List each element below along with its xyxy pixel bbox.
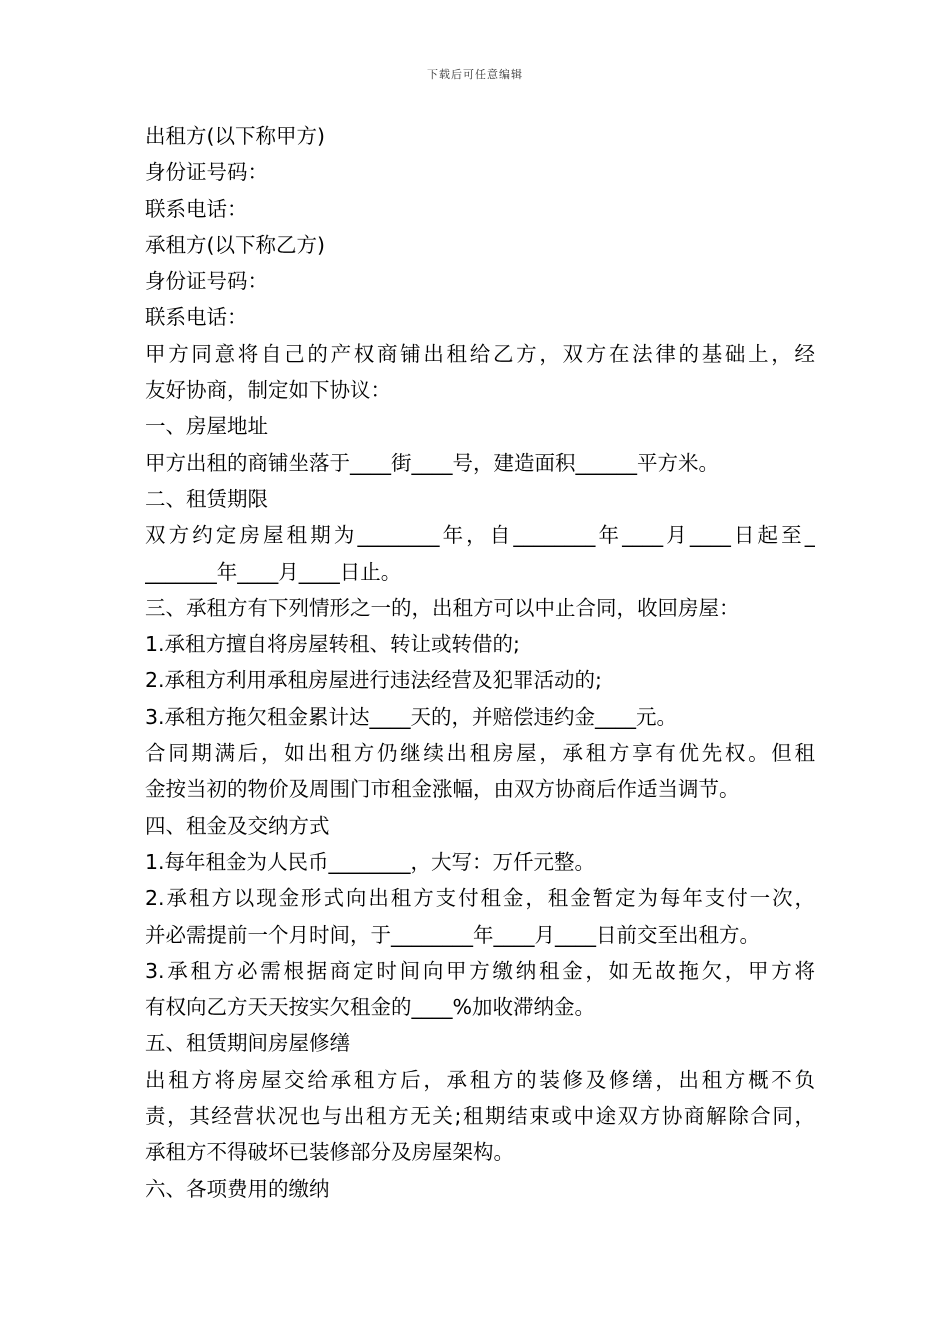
text-line: 合同期满后，如出租方仍继续出租房屋，承租方享有优先权。但租 bbox=[145, 741, 815, 766]
contract-body bbox=[145, 118, 815, 1207]
text-line: 金按当初的物价及周围门市租金涨幅，由双方协商后作适当调节。 bbox=[145, 777, 740, 802]
text-line: 责，其经营状况也与出租方无关;租期结束或中途双方协商解除合同， bbox=[145, 1104, 815, 1129]
text-line: 1.承租方擅自将房屋转租、转让或转借的; bbox=[145, 632, 520, 657]
text-line: 四、租金及交纳方式 bbox=[145, 813, 330, 838]
text-line: 三、承租方有下列情形之一的，出租方可以中止合同，收回房屋： bbox=[145, 595, 740, 620]
text-line: 1.每年租金为人民币________，大写：万仟元整。 bbox=[145, 849, 596, 874]
text-line: _______年____月____日止。 bbox=[145, 559, 402, 584]
text-line: 承租方(以下称乙方) bbox=[145, 232, 325, 257]
text-line: 出租方(以下称甲方) bbox=[145, 124, 325, 148]
text-line: 友好协商，制定如下协议： bbox=[145, 378, 391, 403]
text-line: 出租方将房屋交给承租方后，承租方的装修及修缮，出租方概不负 bbox=[145, 1067, 815, 1092]
text-line: 并必需提前一个月时间，于________年____月____日前交至出租方。 bbox=[145, 922, 760, 947]
text-line: 联系电话： bbox=[145, 196, 248, 221]
text-line: 2.承租方利用承租房屋进行违法经营及犯罪活动的; bbox=[145, 668, 602, 693]
text-line: 一、房屋地址 bbox=[145, 414, 268, 439]
text-line: 身份证号码： bbox=[145, 269, 268, 294]
text-line: 双方约定房屋租期为________年，自________年____月____日起至_ bbox=[145, 523, 815, 548]
text-line: 甲方出租的商铺坐落于____街____号，建造面积______平方米。 bbox=[145, 450, 719, 475]
page-header: 下载后可任意编辑 bbox=[427, 68, 523, 81]
text-line: 二、租赁期限 bbox=[145, 486, 268, 511]
text-line: 身份证号码： bbox=[145, 160, 268, 185]
text-line: 承租方不得破坏已装修部分及房屋架构。 bbox=[145, 1140, 514, 1165]
text-line: 联系电话： bbox=[145, 305, 248, 330]
text-line: 3.承租方必需根据商定时间向甲方缴纳租金，如无故拖欠，甲方将 bbox=[145, 958, 815, 983]
text-line: 有权向乙方天天按实欠租金的____%加收滞纳金。 bbox=[145, 995, 595, 1020]
text-line: 六、各项费用的缴纳 bbox=[145, 1176, 330, 1201]
text-line: 五、租赁期间房屋修缮 bbox=[145, 1031, 350, 1056]
text-line: 3.承租方拖欠租金累计达____天的，并赔偿违约金____元。 bbox=[145, 704, 678, 729]
text-line: 甲方同意将自己的产权商铺出租给乙方，双方在法律的基础上，经 bbox=[145, 341, 815, 366]
text-line: 2.承租方以现金形式向出租方支付租金，租金暂定为每年支付一次， bbox=[145, 886, 815, 911]
